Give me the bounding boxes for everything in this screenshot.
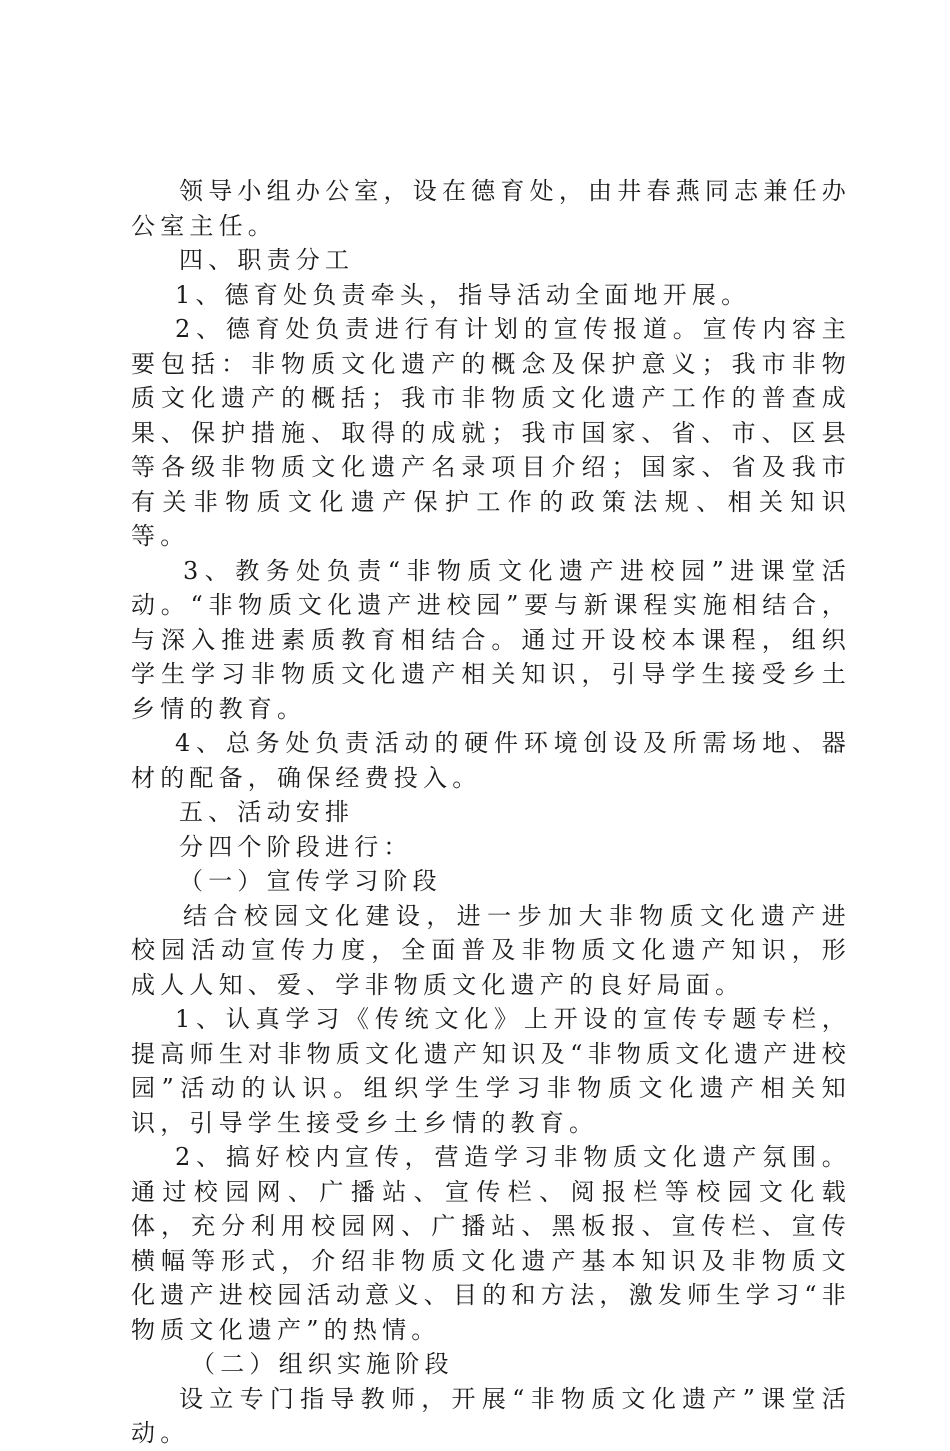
paragraph-stage-1-intro: 结合校园文化建设，进一步加大非物质文化遗产进校园活动宣传力度，全面普及非物质文化遗产知识，形成人人知、爱、学非物质文化遗产的良好局面。 [131, 901, 851, 999]
paragraph-duty-3: 3、教务处负责“非物质文化遗产进校园”进课堂活动。“非物质文化遗产进校园”要与新课程实施相结合，与深入推进素质教育相结合。通过开设校本课程，组织学生学习非物质文化遗产相关知识，引导学生接受乡土乡情的教育。 [131, 556, 851, 723]
paragraph-stage-2-intro: 设立专门指导教师，开展“非物质文化遗产”课堂活动。 [131, 1384, 851, 1447]
subheading-stage-1: （一）宣传学习阶段 [179, 867, 442, 895]
paragraph-office: 领导小组办公室，设在德育处，由井春燕同志兼任办公室主任。 [131, 177, 851, 240]
paragraph-stage-1-item-1: 1、认真学习《传统文化》上开设的宣传专题专栏，提高师生对非物质文化遗产知识及“非物质文化遗产进校园”活动的认识。组织学生学习非物质文化遗产相关知识，引导学生接受乡土乡情的教育。 [131, 1005, 851, 1137]
paragraph-stage-1-item-2: 2、搞好校内宣传，营造学习非物质文化遗产氛围。通过校园网、广播站、宣传栏、阅报栏等校园文化载体，充分利用校园网、广播站、黑板报、宣传栏、宣传横幅等形式，介绍非物质文化遗产基本知识及非物质文化遗产进校园活动意义、目的和方法，激发师生学习“非物质文化遗产”的热情。 [131, 1143, 851, 1344]
document-body [131, 174, 851, 1451]
section-heading-arrangement: 五、活动安排 [179, 798, 355, 826]
paragraph-duty-2: 2、德育处负责进行有计划的宣传报道。宣传内容主要包括：非物质文化遗产的概念及保护意义；我市非物质文化遗产的概括；我市非物质文化遗产工作的普查成果、保护措施、取得的成就；我市国家、省、市、区县等各级非物质文化遗产名录项目介绍；国家、省及我市有关非物质文化遗产保护工作的政策法规、相关知识等。 [131, 315, 851, 550]
paragraph-duty-4: 4、总务处负责活动的硬件环境创设及所需场地、器材的配备，确保经费投入。 [131, 729, 851, 792]
paragraph-duty-1: 1、德育处负责牵头，指导活动全面地开展。 [175, 280, 751, 309]
paragraph-four-stages: 分四个阶段进行： [179, 832, 413, 861]
section-heading-duties: 四、职责分工 [179, 246, 355, 274]
subheading-stage-2: （二）组织实施阶段 [191, 1350, 454, 1378]
